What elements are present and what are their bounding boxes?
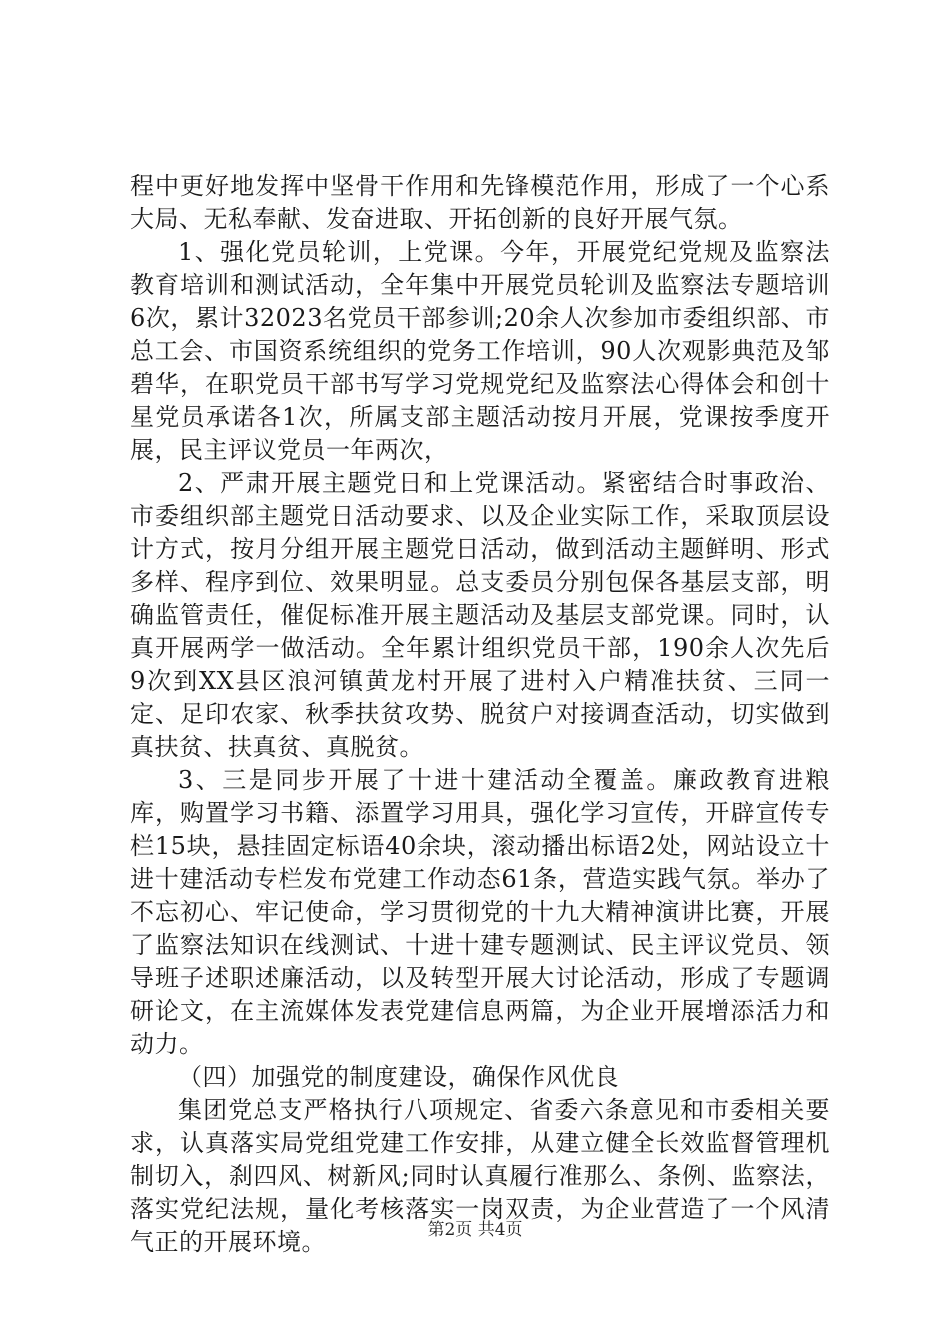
paragraph-party-training: 1、强化党员轮训，上党课。今年，开展党纪党规及监察法教育培训和测试活动，全年集中开展党员轮训及监察法专题培训6次，累计32023名党员干部参训;20余人次参加市委组织部、市总工会、市国资系统组织的党务工作培训，90人次观影典范及邹碧华，在职党员干部书写学习党规党纪及监察法心得体会和创十星党员承诺各1次，所属支部主题活动按月开展，党课按季度开展，民主评议党员一年两次，: [130, 238, 830, 464]
section-heading: （四）加强党的制度建设，确保作风优良: [178, 1063, 619, 1091]
document-body: [130, 170, 830, 1259]
paragraph-theme-party-day: 2、严肃开展主题党日和上党课活动。紧密结合时事政治、市委组织部主题党日活动要求、以及企业实际工作，采取顶层设计方式，按月分组开展主题党日活动，做到活动主题鲜明、形式多样、程序到位、效果明显。总支委员分别包保各基层支部，明确监管责任，催促标准开展主题活动及基层支部党课。同时，认真开展两学一做活动。全年累计组织党员干部，190余人次先后9次到XX县区浪河镇黄龙村开展了进村入户精准扶贫、三同一定、足印农家、秋季扶贫攻势、脱贫户对接调查活动，切实做到真扶贫、扶真贫、真脱贫。: [130, 469, 830, 761]
paragraph-system-building: 集团党总支严格执行八项规定、省委六条意见和市委相关要求，认真落实局党组党建工作安排，从建立健全长效监督管理机制切入，刹四风、树新风;同时认真履行准那么、条例、监察法，落实党纪法规，量化考核落实一岗双责，为企业营造了一个风清气正的开展环境。: [130, 1096, 830, 1256]
page-number-footer: 第2页 共4页: [427, 1220, 523, 1240]
paragraph-continuation: 程中更好地发挥中坚骨干作用和先锋模范作用，形成了一个心系大局、无私奉献、发奋进取、开拓创新的良好开展气氛。: [130, 172, 830, 233]
paragraph-ten-in-ten-build: 3、三是同步开展了十进十建活动全覆盖。廉政教育进粮库，购置学习书籍、添置学习用具，强化学习宣传，开辟宣传专栏15块，悬挂固定标语40余块，滚动播出标语2处，网站设立十进十建活动专栏发布党建工作动态61条，营造实践气氛。举办了不忘初心、牢记使命，学习贯彻党的十九大精神演讲比赛，开展了监察法知识在线测试、十进十建专题测试、民主评议党员、领导班子述职述廉活动，以及转型开展大讨论活动，形成了专题调研论文，在主流媒体发表党建信息两篇，为企业开展增添活力和动力。: [130, 766, 830, 1058]
